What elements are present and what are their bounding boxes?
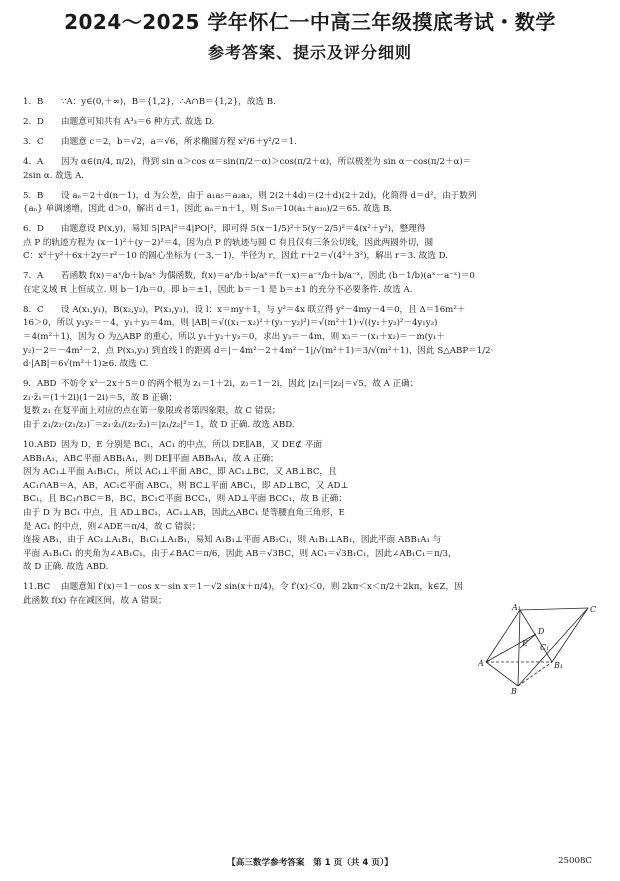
answer-line: [23, 453, 596, 467]
question-number: 4.: [23, 156, 32, 167]
answer-line: [23, 270, 596, 284]
answer-item: [23, 156, 596, 183]
answer-text: 2sin α. 故选 A.: [23, 170, 85, 181]
page-subtitle: 参考答案、提示及评分细则: [207, 43, 412, 62]
answer-line: [23, 170, 596, 184]
answer-text: 故 D 正确. 故选 ABD.: [23, 562, 109, 573]
answer-text: ∵A：y∈(0,＋∞)，B＝{1,2}，∴A∩B＝{1,2}，故选 B.: [61, 97, 276, 107]
answer-line: [23, 466, 596, 480]
answer-item: [23, 378, 596, 432]
question-number: 8.: [23, 304, 32, 315]
answer-text: 因为 α∈(π/4, π/2)，得到 sin α＞cos α＝sin(π/2－α)＞cos(π/2＋α)，所以极差为 sin α－cos(π/2＋α)＝: [61, 156, 472, 167]
label-C1: C₁: [540, 643, 550, 652]
answer-line: [23, 136, 596, 150]
answer-line: [23, 561, 596, 575]
answer-line: [23, 284, 596, 298]
answer-text: 由于 D 为 BC₁ 中点，且 AD⊥BC₁，AC₁⊥AB，因此△ABC₁ 是等腰直角三角形，E: [23, 507, 345, 518]
answer-line: [23, 392, 596, 406]
answer-item: [23, 136, 596, 150]
edge: [520, 610, 552, 662]
answer-choice: ABD: [37, 439, 57, 450]
footer-code: 25008C: [558, 856, 592, 866]
answer-text: C：x²＋y²＋6x＋2y＝r²－10 的圆心坐标为 (－3,－1)，半径为 r，因此 r＋2＝√(4²＋3²)，解出 r＝3. 故选 D.: [23, 251, 448, 262]
answer-text: z₁·z̄₁＝(1＋2i)(1－2i)＝5，故 B 正确；: [23, 392, 178, 403]
answer-text: 设 aₙ＝2＋d(n－1)，d 为公差，由于 a₁a₅＝a₂a₃，则 2(2＋4d)＝(2＋d)(2＋2d)，化简得 d＝d²，由于数列: [61, 190, 477, 201]
answer-line: [23, 581, 596, 595]
question-number: 1.: [23, 97, 32, 107]
answer-text: 设 A(x₁,y₁)，B(x₂,y₂)，P(x₃,y₃)，设 l：x＝my＋1，与 y²＝4x 联立得 y²－4my－4＝0，且 Δ＝16m²＋: [61, 304, 466, 315]
answer-item: [23, 439, 596, 575]
edge: [520, 608, 588, 610]
answer-line: [23, 358, 596, 372]
answer-item: [23, 270, 596, 297]
answer-line: [23, 223, 596, 237]
question-number: 9.: [23, 379, 32, 390]
answer-line: [23, 548, 596, 562]
answer-line: [23, 250, 596, 264]
answer-text: {aₙ} 单调递增，因此 d＞0，解出 d＝1，因此 aₙ＝n＋1，则 S₁₀＝10(a₁＋a₁₀)/2＝65. 故选 B.: [23, 204, 393, 215]
answer-line: [23, 521, 596, 535]
answer-item: [23, 304, 596, 372]
footer-page-info: 【高三数学参考答案 第 1 页（共 4 页）】: [227, 858, 393, 868]
answer-choice: C: [37, 304, 44, 315]
question-number: 10.: [23, 439, 37, 450]
answer-text: AC₁∩AB＝A，AB，AC₁⊂平面 ABC₁，则 BC⊥平面 ABC₁，即 AD⊥BC，又 AD⊥: [23, 480, 349, 491]
answers-body: [23, 96, 596, 615]
answer-line: [23, 156, 596, 170]
answer-line: [23, 439, 596, 453]
answer-line: [23, 203, 596, 217]
question-number: 3.: [23, 136, 32, 147]
edge: [486, 634, 536, 662]
answer-text: BC₁，且 BC₁∩BC＝B，BC，BC₁⊂平面 BCC₁，则 AD⊥平面 BCC₁，故 B 正确；: [23, 494, 347, 505]
edge: [518, 662, 552, 686]
answer-text: 复数 z₁ 在复平面上对应的点在第一象限或者第四象限，故 C 错误；: [23, 406, 281, 417]
answer-text: 连接 AB₁，由于 AC₁⊥A₁B₁，B₁C₁⊥A₁B₁，易知 A₁B₁⊥平面 AB₁C₁，则 A₁B₁⊥AB₁，因此平面 ABB₁A₁ 与: [23, 535, 442, 546]
answer-text: 因为 AC₁⊥平面 A₁B₁C₁，所以 AC₁⊥平面 ABC，即 AC₁⊥BC，又 AB⊥BC，且: [23, 467, 337, 478]
answer-line: [23, 96, 596, 110]
answer-line: [23, 116, 596, 130]
answer-line: [23, 317, 596, 331]
edge: [552, 608, 588, 662]
answer-text: 由题意知 f′(x)＝1－cos x－sin x＝1－√2 sin(x＋π/4)，令 f′(x)＜0，则 2kπ＜x＜π/2＋2kπ，k∈Z，因: [61, 582, 463, 593]
answer-text: ＝4(m²＋1)，因为 O 为△ABP 的重心，所以 y₁＋y₂＋y₃＝0，求出 y₃＝－4m，则 x₃＝－(x₁＋x₂)＝－m(y₁＋: [23, 332, 445, 343]
answer-item: [23, 223, 596, 264]
answer-line: [23, 304, 596, 318]
answer-line: [23, 493, 596, 507]
label-D: D: [538, 627, 545, 636]
answer-text: 由题意可知共有 A³₃＝6 种方式. 故选 D.: [61, 116, 215, 127]
answer-text: ABB₁A₁，AB⊂平面 ABB₁A₁，则 DE∥平面 ABB₁A₁，故 A 正确；: [23, 453, 279, 464]
answer-line: [23, 405, 596, 419]
question-number: 11.: [23, 582, 37, 593]
answer-line: [23, 331, 596, 345]
answer-choice: BC: [37, 582, 51, 593]
page-title: 2024～2025 学年怀仁一中高三年级摸底考试・数学: [64, 10, 556, 34]
edge: [486, 662, 518, 686]
answer-line: [23, 534, 596, 548]
label-A: A: [478, 659, 484, 668]
answer-text: 16＞0，所以 y₁y₂＝－4，y₁＋y₂＝4m，则 |AB|＝√((x₁－x₂)²＋(y₁－y₂)²)＝√(m²＋1)·√((y₁＋y₂)²－4y₁y₂): [23, 318, 438, 329]
answer-line: [23, 190, 596, 204]
answer-choice: B: [37, 97, 44, 107]
edge: [486, 610, 520, 662]
answer-text: 因为 D，E 分别是 BC₁，AC₁ 的中点，所以 DE∥AB，又 DE⊄ 平面: [61, 439, 323, 450]
answer-line: [23, 480, 596, 494]
answer-choice: B: [37, 190, 44, 201]
answer-item: [23, 116, 596, 130]
answer-text: y₂)－2＝－4m²－2，点 P(x₃,y₃) 到直线 l 的距离 d＝|－4m²－2＋4m²－1|/√(m²＋1)＝3/√(m²＋1)，因此 S△ABP＝1/2·: [23, 345, 494, 356]
question-number: 5.: [23, 190, 32, 201]
answer-choice: C: [37, 136, 44, 147]
answer-text: 由题意 c＝2，b＝√2，a＝√6，所求椭圆方程 x²/6＋y²/2＝1.: [61, 136, 297, 147]
answer-text: 若函数 f(x)＝aˣ/b＋b/aˣ 为偶函数，f(x)＝aˣ/b＋b/aˣ＝f(－x)＝a⁻ˣ/b＋b/a⁻ˣ，因此 (b－1/b)(aˣ－a⁻ˣ)＝0: [61, 271, 475, 282]
answer-text: 此函数 f(x) 存在减区间，故 A 错误；: [23, 595, 167, 606]
answer-choice: A: [37, 271, 44, 282]
edge: [518, 608, 588, 686]
question-number: 6.: [23, 224, 32, 235]
answer-line: [23, 507, 596, 521]
label-C: C: [590, 605, 597, 614]
answer-line: [23, 419, 596, 433]
label-A1: A₁: [512, 604, 521, 612]
answer-text: 是 AC₁ 的中点，则∠ADE＝π/4，故 C 错误；: [23, 521, 201, 532]
edge: [518, 610, 520, 686]
answer-line: [23, 378, 596, 392]
answer-text: 不妨令 x²－2x＋5＝0 的两个根为 z₁＝1＋2i，z₂＝1－2i，因此 |z₁|＝|z₂|＝√5，故 A 正确；: [61, 379, 419, 390]
answer-choice: ABD: [37, 379, 57, 390]
answer-text: 由于 z₁/z₂·(z₁/z₂)‾＝z₁·z̄₁/(z₂·z̄₂)＝|z₁/z₂|²＝1，故 D 正确. 故选 ABD.: [23, 420, 295, 430]
answer-item: [23, 96, 596, 110]
label-B: B: [511, 687, 517, 694]
answer-text: 在定义域 R 上恒成立. 则 b－1/b＝0，即 b＝±1，因此 b＝－1 是 b＝±1 的充分不必要条件. 故选 A.: [23, 284, 413, 295]
question-number: 7.: [23, 271, 32, 282]
prism-figure: [478, 604, 604, 694]
answer-text: d·|AB|＝6√(m²＋1)≥6. 故选 C.: [23, 359, 149, 370]
answer-text: 由题意设 P(x,y)，易知 5|PA|²＝4|PO|²，即可得 5(x－1/5)²＋5(y－2/5)²＝4(x²＋y²)，整理得: [61, 224, 426, 235]
answer-choice: A: [37, 156, 44, 167]
label-E: E: [522, 639, 528, 648]
question-number: 2.: [23, 116, 32, 127]
answer-line: [23, 345, 596, 359]
answer-text: 平面 A₁B₁C₁ 的夹角为∠AB₁C₁，由于∠BAC＝π/6，因此 AB＝√3BC，则 AC₁＝√3B₁C₁，因此∠AB₁C₁＝π/3，: [23, 548, 457, 559]
label-B1: B₁: [554, 661, 564, 670]
answer-line: [23, 237, 596, 251]
answer-choice: D: [37, 224, 44, 235]
answer-item: [23, 190, 596, 217]
answer-choice: D: [37, 116, 44, 127]
answer-text: 点 P 的轨迹方程为 (x－1)²＋(y－2)²＝4，因为点 P 的轨迹与圆 C 有且仅有三条公切线，因此两圆外切，圆: [23, 237, 434, 248]
